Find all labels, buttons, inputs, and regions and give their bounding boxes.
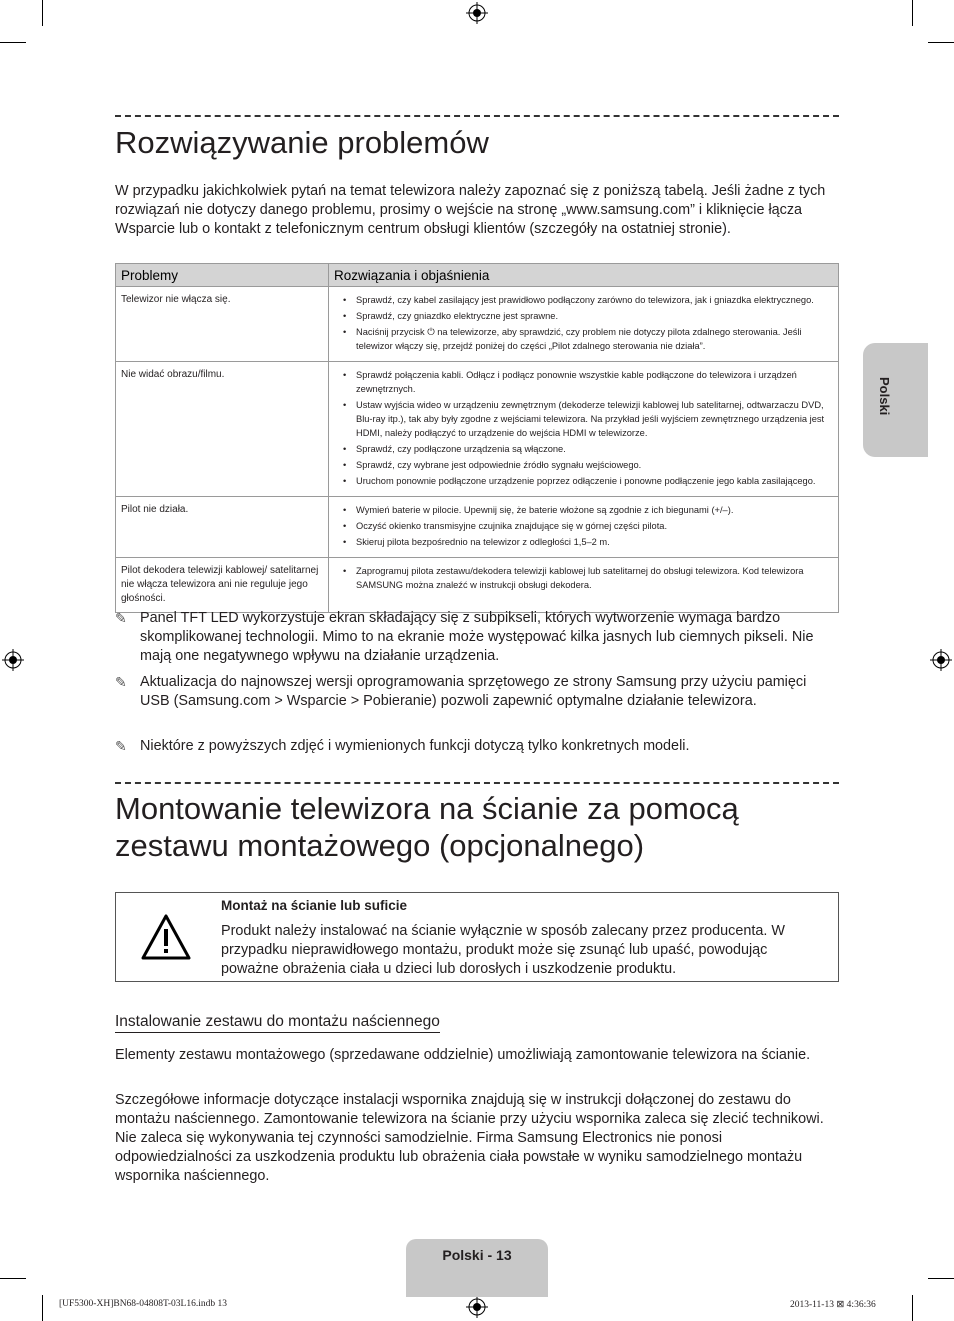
crop-mark [0,42,26,43]
section-title-line: zestawu montażowego (opcjonalnego) [115,828,645,863]
table-row [116,287,839,362]
solution-item: • Sprawdź, czy podłączone urządzenia są włączone. [334,442,833,456]
solution-item: • Naciśnij przycisk ⏻ na telewizorze, aby sprawdzić, czy problem nie dotyczy pilota zdalnego sterowania. Jeśli telewizor włączy się, przejdź poniżej do części „Pilot zdalnego sterowania nie działa”. [334,325,833,353]
column-header: Rozwiązania i objaśnienia [329,264,839,287]
table-row [116,558,839,613]
solution-cell [329,558,839,613]
table-row [116,497,839,558]
troubleshooting-table [115,263,839,613]
solution-item: • Sprawdź, czy kabel zasilający jest prawidłowo podłączony zarówno do telewizora, jak i gniazdka elektrycznego. [334,293,833,307]
warning-heading: Montaż na ścianie lub suficie [221,898,408,913]
section-title-line: Montowanie telewizora na ścianie za pomocą [115,791,739,826]
table-header-row [116,264,839,287]
section-divider [115,115,839,117]
solution-cell [329,497,839,558]
solution-item: • Zaprogramuj pilota zestawu/dekodera telewizji kablowej lub satelitarnej do obsługi telewizora. Kod telewizora SAMSUNG można znaleźć w instrukcji obsługi dekodera. [334,564,833,592]
intro-paragraph: W przypadku jakichkolwiek pytań na temat telewizora należy zapoznać się z poniższą tabelą. Jeśli żadne z tych rozwiązań nie dotyczy danego problemu, prosimy o wejście na stronę „www.samsung.com” i kliknięcie łącza Wsparcie lub o kontakt z telefonicznym centrum obsługi klientów (szczegóły na ostatniej stronie). [115,183,826,237]
page-number: Polski - 13 [442,1247,512,1263]
solution-cell [329,362,839,497]
section-divider [115,782,839,784]
solution-item: • Sprawdź, czy gniazdko elektryczne jest sprawne. [334,309,833,323]
column-header: Problemy [116,264,329,287]
problem-cell: Pilot nie działa. [116,497,329,558]
crop-mark [912,0,913,26]
page-number-tab [406,1239,548,1297]
warning-triangle-icon [140,913,192,961]
table-row [116,362,839,497]
paragraph: Elementy zestawu montażowego (sprzedawane oddzielnie) umożliwiają zamontowanie telewizora na ścianie. [115,1047,811,1063]
paragraph: Szczegółowe informacje dotyczące instalacji wspornika znajdują się w instrukcji dołączonej do zestawu do montażu naściennego. Zamontowanie telewizora na ścianie przy użyciu wspornika zaleca się zlecić technikowi. Nie zaleca się wykonywania tej czynności samodzielnie. Firma Samsung Electronics nie ponosi odpowiedzialności za uszkodzenia produktu lub obrażenia ciała powstałe w wyniku samodzielnego montażu wspornika naściennego. [115,1092,824,1184]
note [115,673,839,711]
language-side-tab [863,343,928,457]
solution-cell [329,287,839,362]
crop-mark [42,0,43,26]
problem-cell: Telewizor nie włącza się. [116,287,329,362]
footer-date: 2013-11-13 ⊠ 4:36:36 [790,1300,876,1310]
note-text: Panel TFT LED wykorzystuje ekran składający się z subpikseli, których wytworzenie wymaga bardzo skomplikowanej technologii. Mimo to na ekranie może występować kilka jasnych lub ciemnych pikseli. Nie mają one negatywnego wpływu na działanie urządzenia. [140,610,814,664]
note-pen-icon: ✎ [115,738,127,754]
crop-mark [928,1278,954,1279]
solution-item: • Oczyść okienko transmisyjne czujnika znajdujące się w górnej części pilota. [334,519,833,533]
language-label: Polski [877,377,892,416]
registration-mark-icon [466,2,488,24]
footer-file-info: [UF5300-XH]BN68-04808T-03L16.indb 13 [59,1299,228,1309]
note-pen-icon: ✎ [115,610,127,626]
registration-mark-icon [2,649,24,671]
crop-mark [928,42,954,43]
crop-mark [912,1295,913,1321]
solution-item: • Uruchom ponownie podłączone urządzenie poprzez odłączenie i ponowne podłączenie jego kabla zasilającego. [334,474,833,488]
problem-cell: Nie widać obrazu/filmu. [116,362,329,497]
note-text: Niektóre z powyższych zdjęć i wymienionych funkcji dotyczą tylko konkretnych modeli. [140,738,690,754]
crop-mark [42,1295,43,1321]
registration-mark-icon [466,1296,488,1318]
note [115,737,839,756]
registration-mark-icon [930,649,952,671]
subheading: Instalowanie zestawu do montażu naściennego [115,1012,440,1033]
note [115,609,839,666]
crop-mark [0,1278,26,1279]
section-title [115,790,739,864]
problem-cell: Pilot dekodera telewizji kablowej/ satelitarnej nie włącza telewizora ani nie reguluje jego głośności. [116,558,329,613]
solution-item: • Wymień baterie w pilocie. Upewnij się, że baterie włożone są zgodnie z ich biegunami (+/–). [334,503,833,517]
note-pen-icon: ✎ [115,674,127,690]
page-title: Rozwiązywanie problemów [115,125,489,160]
warning-text: Produkt należy instalować na ścianie wyłącznie w sposób zalecany przez producenta. W przypadku nieprawidłowego montażu, produkt może się zsunąć lub upaść, powodując poważne obrażenia ciała u dzieci lub dorosłych i uszkodzenie produktu. [221,923,785,977]
note-text: Aktualizacja do najnowszej wersji oprogramowania sprzętowego ze strony Samsung przy użyciu pamięci USB (Samsung.com > Wsparcie > Pobieranie) pozwoli zapewnić optymalne działanie telewizora. [140,674,807,709]
solution-item: • Ustaw wyjścia wideo w urządzeniu zewnętrznym (dekoderze telewizji kablowej lub satelitarnej, odtwarzaczu DVD, Blu-ray itp.), tak aby były zgodne z wejściami telewizora. Na przykład jeśli wyjściem zewnętrznego urządzenia jest HDMI, należy podłączyć to urządzenie do wejścia HDMI w telewizorze. [334,398,833,440]
solution-item: • Sprawdź połączenia kabli. Odłącz i podłącz ponownie wszystkie kable podłączone do telewizora i urządzeń zewnętrznych. [334,368,833,396]
warning-box [115,892,839,982]
solution-item: • Sprawdź, czy wybrane jest odpowiednie źródło sygnału wejściowego. [334,458,833,472]
solution-item: • Skieruj pilota bezpośrednio na telewizor z odległości 1,5–2 m. [334,535,833,549]
